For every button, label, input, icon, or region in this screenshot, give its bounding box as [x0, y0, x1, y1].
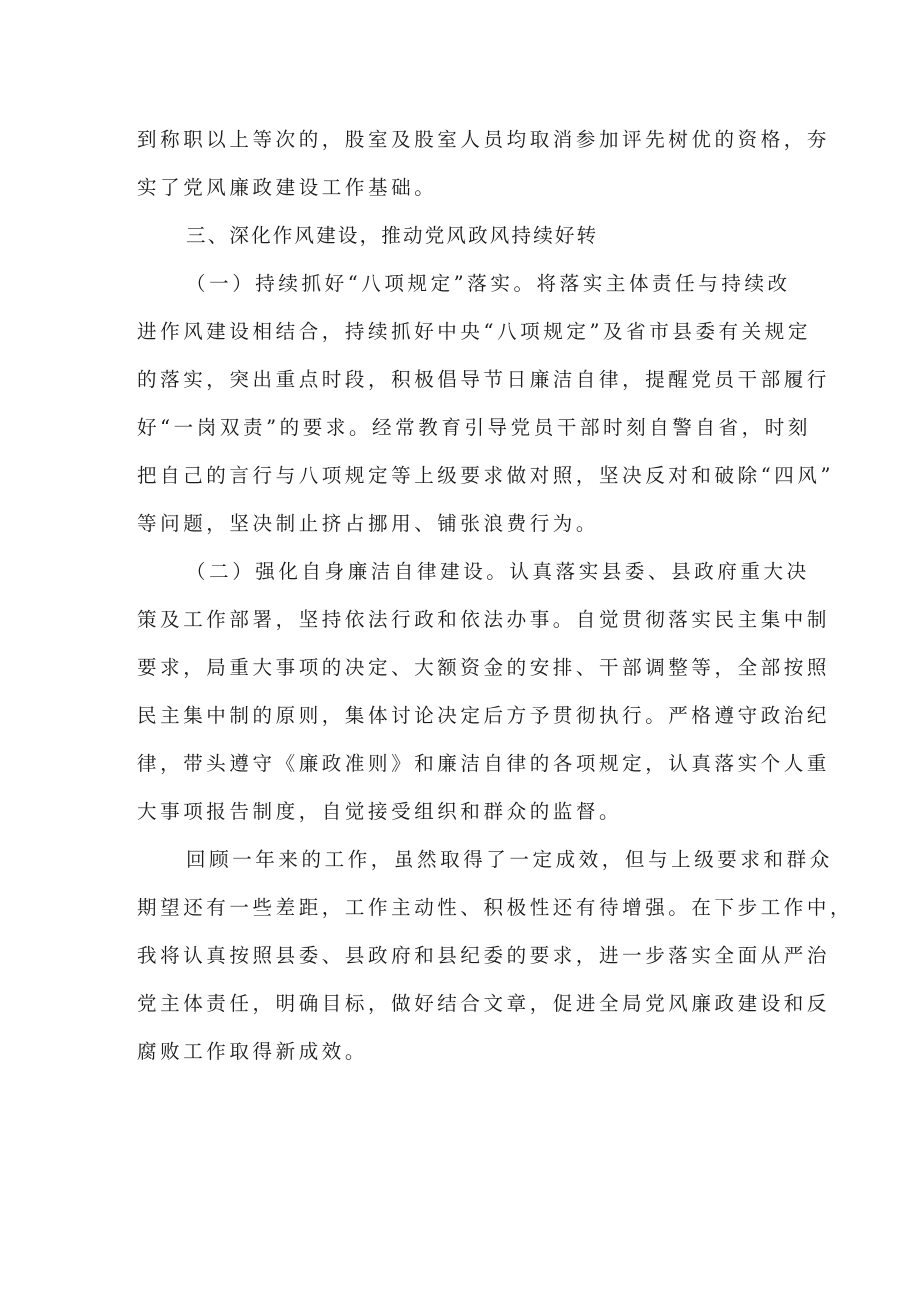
paragraph-line: 等问题，坚决制止挤占挪用、铺张浪费行为。: [137, 512, 600, 535]
paragraph-line: 策及工作部署，坚持依法行政和依法办事。自觉贯彻落实民主集中制: [137, 608, 831, 631]
paragraph-line: 的落实，突出重点时段，积极倡导节日廉洁自律，提醒党员干部履行: [137, 368, 831, 391]
paragraph-line: （二）强化自身廉洁自律建设。认真落实县委、县政府重大决: [186, 560, 810, 583]
paragraph-line: 把自己的言行与八项规定等上级要求做对照，坚决反对和破除“四风”: [137, 464, 835, 487]
paragraph-line: 大事项报告制度，自觉接受组织和群众的监督。: [137, 800, 623, 823]
paragraph-line: 实了党风廉政建设工作基础。: [137, 176, 438, 199]
section-heading: 三、深化作风建设，推动党风政风持续好转: [186, 224, 599, 247]
paragraph-line: 我将认真按照县委、县政府和县纪委的要求，进一步落实全面从严治: [137, 944, 831, 967]
paragraph-line: （一）持续抓好“八项规定”落实。将落实主体责任与持续改: [186, 272, 791, 295]
paragraph-line: 要求，局重大事项的决定、大额资金的安排、干部调整等，全部按照: [137, 656, 831, 679]
paragraph-line: 到称职以上等次的，股室及股室人员均取消参加评先树优的资格，夯: [137, 128, 831, 151]
paragraph-line: 民主集中制的原则，集体讨论决定后方予贯彻执行。严格遵守政治纪: [137, 704, 831, 727]
paragraph-line: 律，带头遵守《廉政准则》和廉洁自律的各项规定，认真落实个人重: [137, 752, 831, 775]
paragraph-line: 腐败工作取得新成效。: [137, 1040, 369, 1063]
paragraph-line: 回顾一年来的工作，虽然取得了一定成效，但与上级要求和群众: [186, 848, 833, 871]
paragraph-line: 党主体责任，明确目标，做好结合文章，促进全局党风廉政建设和反: [137, 992, 831, 1015]
paragraph-line: 期望还有一些差距，工作主动性、积极性还有待增强。在下步工作中，: [137, 896, 854, 919]
paragraph-line: 好“一岗双责”的要求。经常教育引导党员干部时刻自警自省，时刻: [137, 416, 811, 439]
paragraph-line: 进作风建设相结合，持续抓好中央“八项规定”及省市县委有关规定: [137, 320, 811, 343]
